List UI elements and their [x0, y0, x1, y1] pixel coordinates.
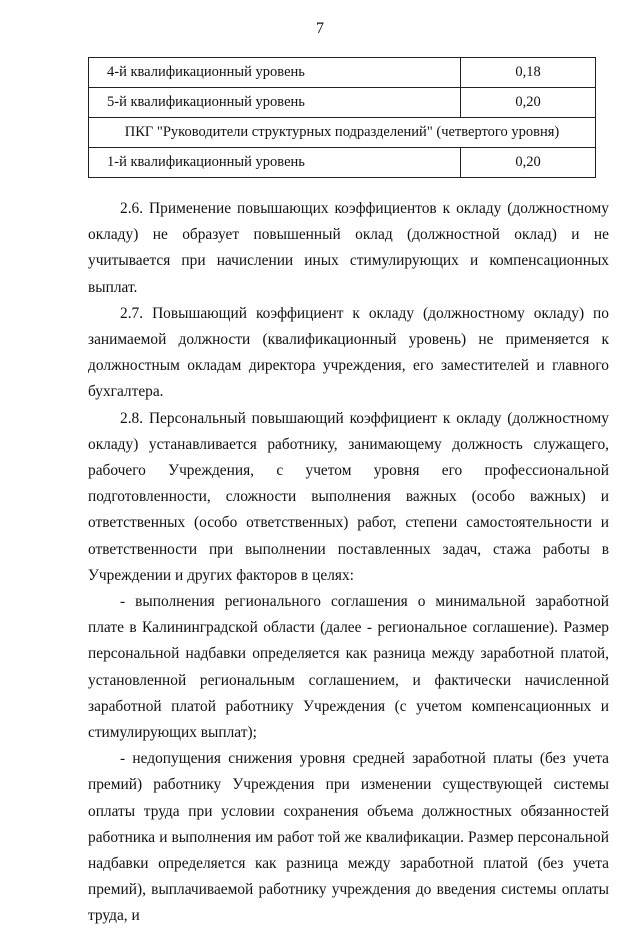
table-row	[89, 88, 596, 118]
table-row	[89, 148, 596, 178]
paragraph-2-6: 2.6. Применение повышающих коэффициентов к окладу (должностному окладу) не образует повышенный оклад (должностной оклад) и не учитывается при начислении иных стимулирующих и компенсационных выплат.	[88, 200, 609, 296]
table-group-row	[89, 118, 596, 148]
coefficient-table	[88, 57, 596, 178]
qualification-level-cell: 1-й квалификационный уровень	[89, 148, 461, 178]
body-text	[88, 196, 609, 930]
paragraph-2-7: 2.7. Повышающий коэффициент к окладу (должностному окладу) по занимаемой должности (квалификационный уровень) не применяется к должностным окладам директора учреждения, его заместителей и главного бухгалтера.	[88, 304, 609, 401]
qualification-level-cell: 4-й квалификационный уровень	[89, 58, 461, 88]
list-item-salary-preservation: - недопущения снижения уровня средней заработной платы (без учета премий) работнику Учреждения при изменении существующей системы оплаты труда при условии сохранения объема должностных обязанностей работника и выполнения им работ той же квалификации. Размер персональной надбавки определяется как разница между заработной платой (без учета премий), выплачиваемой работнику учреждения до введения системы оплаты труда, и	[88, 750, 609, 925]
list-item-regional-agreement: - выполнения регионального соглашения о минимальной заработной плате в Калининградской области (далее - региональное соглашение). Размер персональной надбавки определяется как разница между заработной платой, установленной региональным соглашением, и фактически начисленной заработной платой работнику Учреждения (с учетом компенсационных и стимулирующих выплат);	[88, 593, 609, 742]
coefficient-value-cell: 0,20	[461, 148, 596, 178]
table-row	[89, 58, 596, 88]
page-number: 7	[316, 20, 324, 37]
coefficient-value-cell: 0,18	[461, 58, 596, 88]
coefficient-value-cell: 0,20	[461, 88, 596, 118]
paragraph-2-8: 2.8. Персональный повышающий коэффициент к окладу (должностному окладу) устанавливается работнику, занимающему должность служащего, рабочего Учреждения, с учетом уровня его профессиональной подготовленности, сложности выполнения важных (особо важных) и ответственных (особо ответственных) работ, степени самостоятельности и ответственности при выполнении поставленных задач, стажа работы в Учреждении и других факторов в целях:	[88, 409, 609, 584]
group-title-cell: ПКГ "Руководители структурных подразделений" (четвертого уровня)	[89, 118, 596, 148]
qualification-level-cell: 5-й квалификационный уровень	[89, 88, 461, 118]
